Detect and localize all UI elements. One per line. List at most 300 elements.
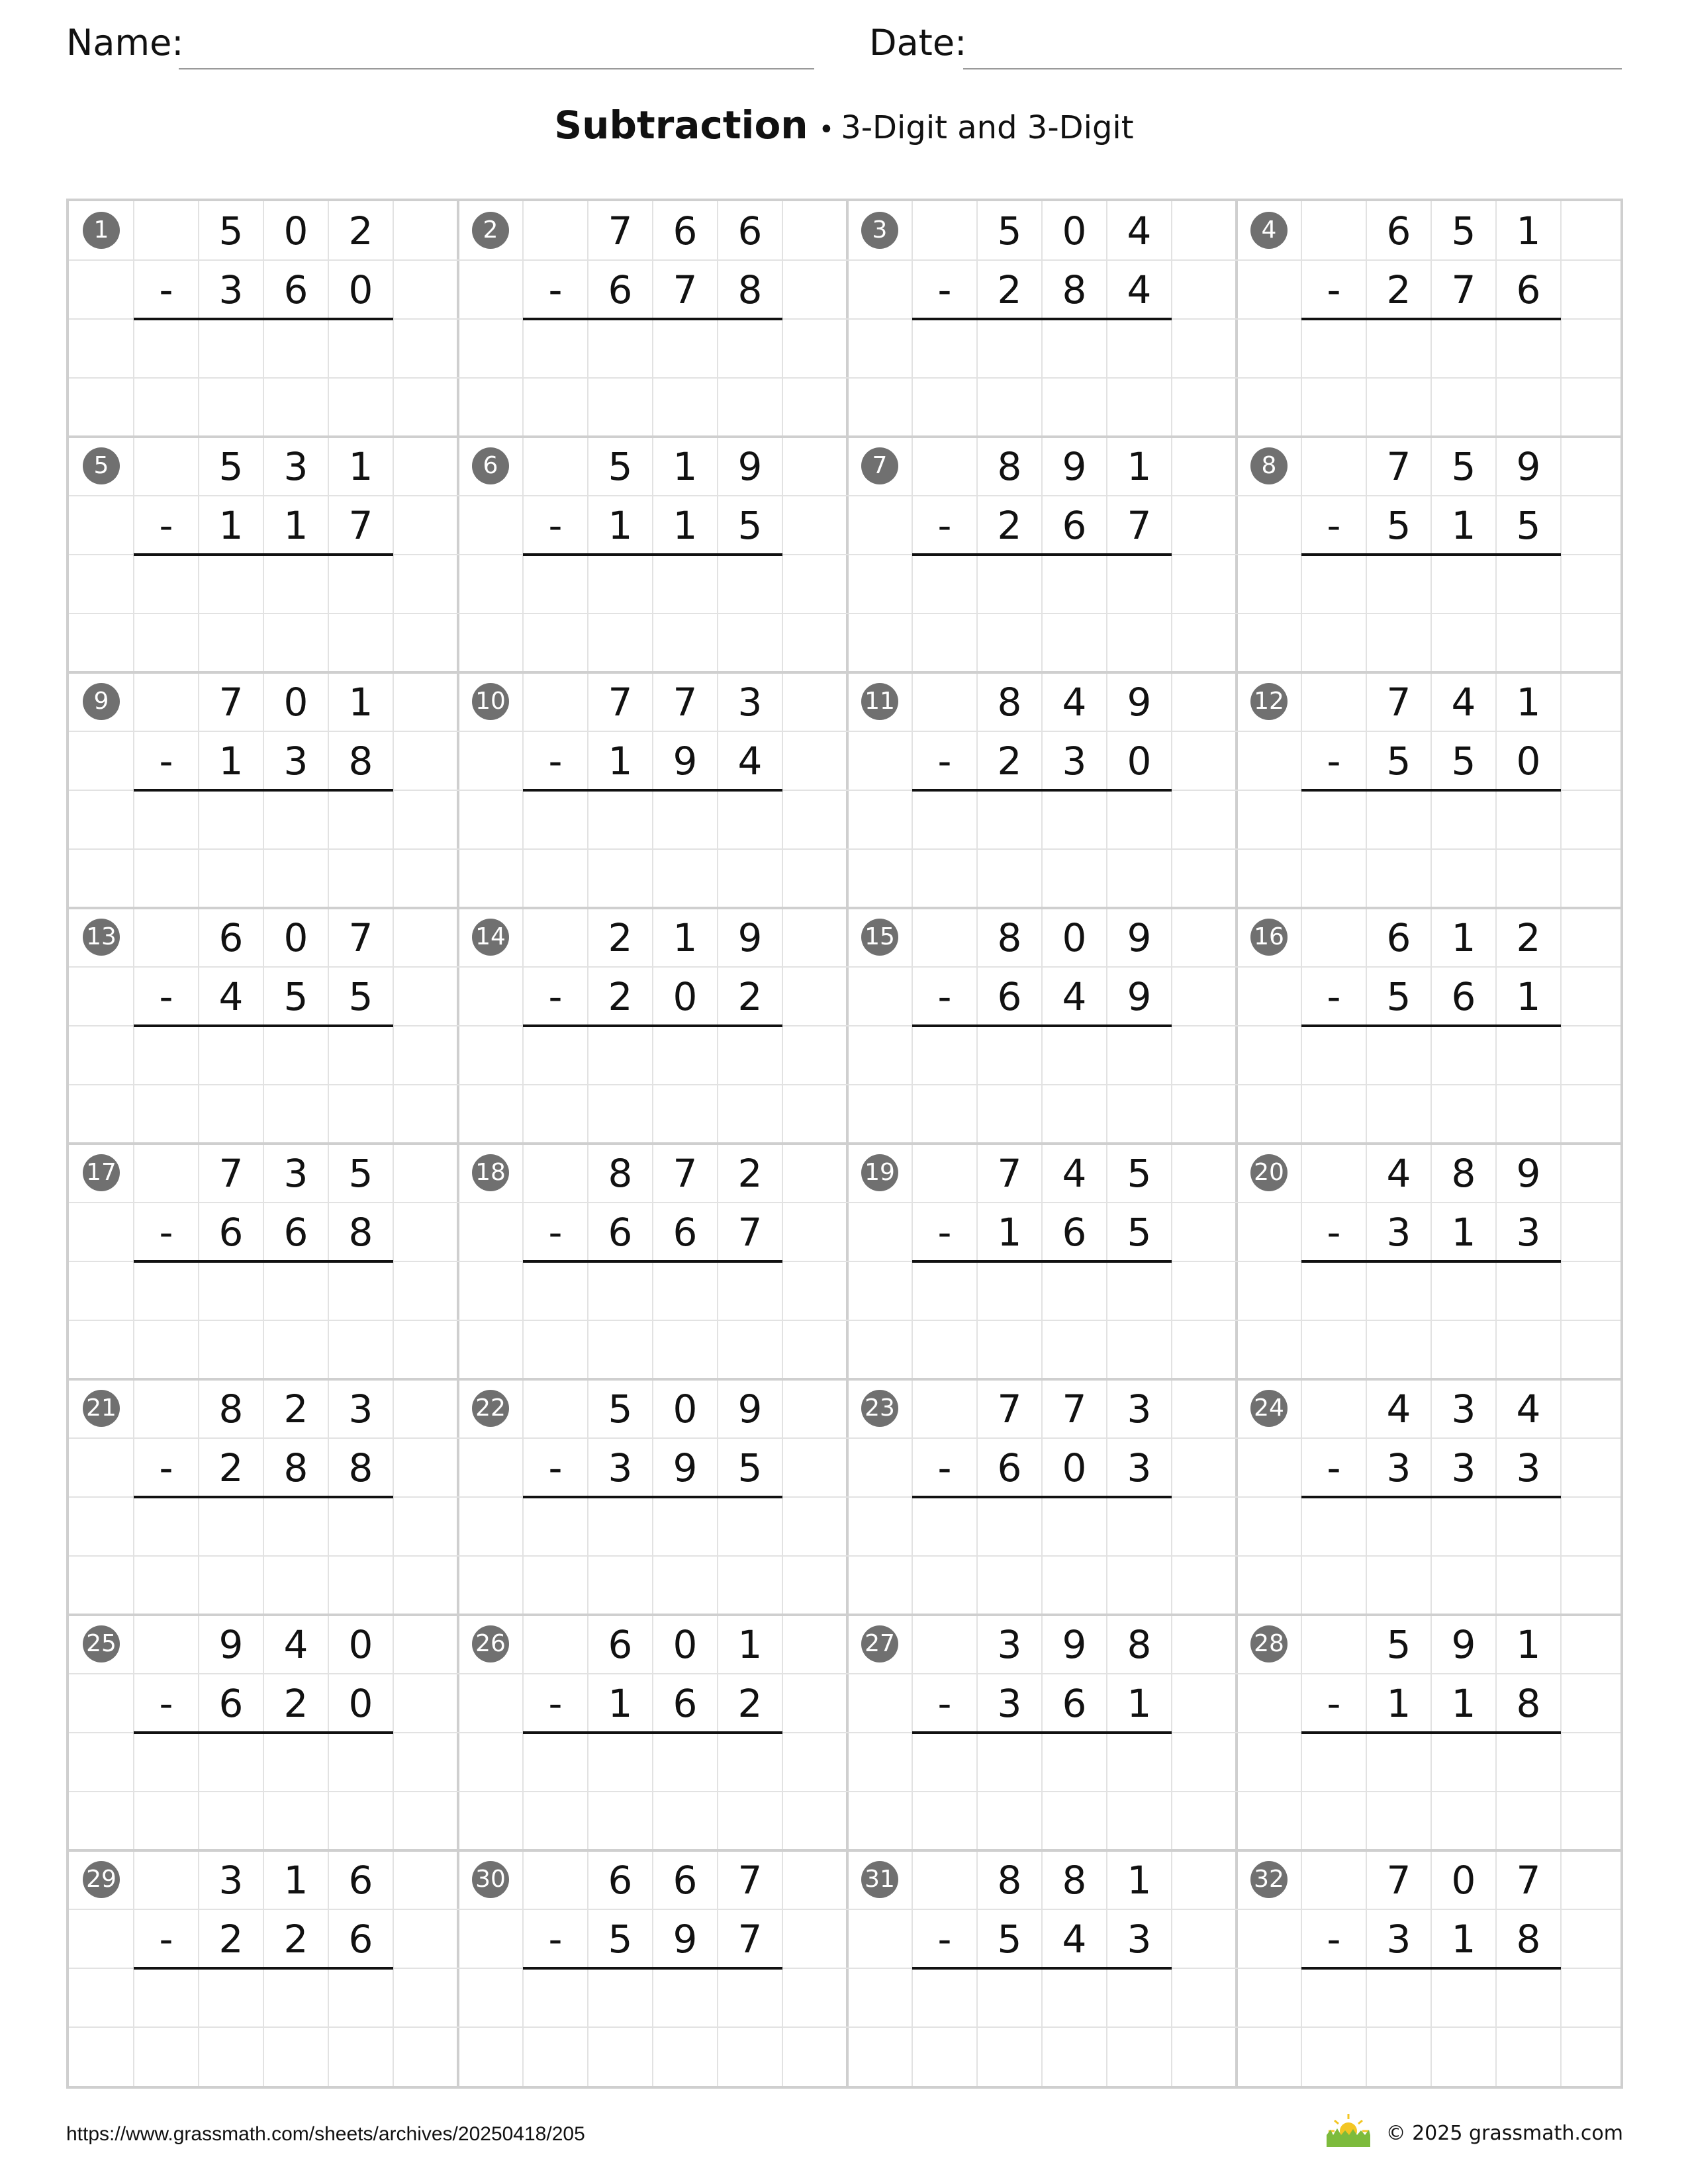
subtrahend-digit: 4 [1062, 1916, 1087, 1962]
answer-cell[interactable] [1496, 1968, 1561, 2027]
answer-cell[interactable] [653, 1733, 718, 1792]
minuend-digit: 5 [218, 208, 244, 253]
subtrahend-digit: 8 [283, 1445, 308, 1490]
answer-cell[interactable] [1431, 1261, 1496, 1320]
answer-cell[interactable] [263, 1733, 328, 1792]
subtrahend-digit: 3 [1516, 1209, 1541, 1255]
minuend-digit: 7 [218, 1150, 244, 1196]
answer-cell[interactable] [199, 1733, 263, 1792]
problem-number-badge: 7 [861, 447, 898, 484]
subtrahend-digit: 1 [283, 502, 308, 548]
minuend-digit: 1 [1451, 915, 1476, 960]
minuend-digit: 1 [1516, 679, 1541, 725]
subtrahend-digit: 1 [1451, 1209, 1476, 1255]
answer-cell[interactable] [1107, 1497, 1172, 1556]
problem-number-badge: 10 [472, 683, 509, 720]
subtrahend-digit: 1 [673, 502, 698, 548]
problem-number-badge: 23 [861, 1390, 898, 1427]
subtrahend-digit: 2 [737, 1680, 763, 1726]
problem-number-badge: 18 [472, 1154, 509, 1191]
answer-cell[interactable] [1366, 1261, 1431, 1320]
minuend-digit: 9 [1451, 1621, 1476, 1667]
minuend-digit: 4 [1386, 1386, 1411, 1432]
minuend-digit: 2 [283, 1386, 308, 1432]
answer-cell[interactable] [199, 790, 263, 849]
minuend-digit: 5 [608, 1386, 633, 1432]
minuend-digit: 9 [1127, 679, 1152, 725]
subtrahend-digit: 8 [1062, 267, 1087, 312]
minuend-digit: 6 [608, 1857, 633, 1903]
answer-cell[interactable] [653, 790, 718, 849]
problem-number-badge: 16 [1250, 919, 1288, 956]
minus-sign: - [548, 1916, 563, 1962]
answer-cell[interactable] [1107, 319, 1172, 378]
date-label: Date: [869, 22, 967, 64]
minus-sign: - [937, 974, 952, 1019]
problem-number-badge: 25 [83, 1625, 120, 1662]
problem-number-badge: 21 [83, 1390, 120, 1427]
subtrahend-digit: 6 [283, 267, 308, 312]
minuend-digit: 5 [218, 443, 244, 489]
subtrahend-digit: 8 [737, 267, 763, 312]
minuend-digit: 8 [1451, 1150, 1476, 1196]
answer-cell[interactable] [977, 555, 1042, 614]
answer-cell[interactable] [199, 1497, 263, 1556]
subtrahend-digit: 1 [1516, 974, 1541, 1019]
problem-number-badge: 14 [472, 919, 509, 956]
answer-cell[interactable] [1042, 1733, 1107, 1792]
answer-cell[interactable] [653, 1026, 718, 1085]
answer-cell[interactable] [1107, 555, 1172, 614]
subtrahend-digit: 8 [1516, 1680, 1541, 1726]
answer-cell[interactable] [1042, 790, 1107, 849]
answer-cell[interactable] [1366, 1497, 1431, 1556]
answer-cell[interactable] [1431, 319, 1496, 378]
answer-cell[interactable] [1042, 1497, 1107, 1556]
subtrahend-digit: 0 [1516, 738, 1541, 784]
subtrahend-digit: 6 [1516, 267, 1541, 312]
answer-cell[interactable] [1431, 790, 1496, 849]
answer-cell[interactable] [1107, 1968, 1172, 2027]
minuend-digit: 5 [1386, 1621, 1411, 1667]
answer-cell[interactable] [588, 1261, 653, 1320]
subtrahend-digit: 0 [1127, 738, 1152, 784]
minuend-digit: 5 [1451, 443, 1476, 489]
problem-number-badge: 28 [1250, 1625, 1288, 1662]
minuend-digit: 1 [673, 915, 698, 960]
subtrahend-digit: 6 [673, 1680, 698, 1726]
minus-sign: - [1327, 1445, 1341, 1490]
answer-cell[interactable] [977, 1733, 1042, 1792]
answer-cell[interactable] [718, 1733, 782, 1792]
subtrahend-digit: 4 [1127, 267, 1152, 312]
subtrahend-digit: 3 [218, 267, 244, 312]
minuend-digit: 9 [1127, 915, 1152, 960]
answer-cell[interactable] [328, 319, 393, 378]
subtrahend-digit: 7 [673, 267, 698, 312]
subtrahend-digit: 0 [348, 1680, 373, 1726]
answer-cell[interactable] [199, 1026, 263, 1085]
minuend-digit: 4 [1062, 1150, 1087, 1196]
answer-cell[interactable] [588, 319, 653, 378]
minus-sign: - [937, 502, 952, 548]
footer-copyright: © 2025 grassmath.com [1385, 2122, 1623, 2145]
minus-sign: - [937, 1209, 952, 1255]
subtrahend-digit: 3 [1451, 1445, 1476, 1490]
problem-grid [66, 199, 1623, 2089]
answer-cell[interactable] [1366, 790, 1431, 849]
problem-number-badge: 6 [472, 447, 509, 484]
problem-number-badge: 29 [83, 1861, 120, 1898]
minuend-digit: 0 [283, 915, 308, 960]
subtrahend-digit: 5 [1127, 1209, 1152, 1255]
answer-cell[interactable] [977, 1968, 1042, 2027]
problem-number-badge: 19 [861, 1154, 898, 1191]
minuend-digit: 6 [737, 208, 763, 253]
subtrahend-digit: 2 [283, 1680, 308, 1726]
problem-number-badge: 8 [1250, 447, 1288, 484]
minus-sign: - [159, 267, 173, 312]
answer-cell[interactable] [1042, 555, 1107, 614]
answer-cell[interactable] [328, 1497, 393, 1556]
subtrahend-digit: 8 [348, 738, 373, 784]
minuend-digit: 6 [673, 1857, 698, 1903]
answer-cell[interactable] [653, 555, 718, 614]
minuend-digit: 0 [348, 1621, 373, 1667]
answer-cell[interactable] [977, 1261, 1042, 1320]
problem-number-badge: 24 [1250, 1390, 1288, 1427]
minus-sign: - [937, 1916, 952, 1962]
subtrahend-digit: 6 [673, 1209, 698, 1255]
answer-cell[interactable] [588, 790, 653, 849]
answer-cell[interactable] [718, 1968, 782, 2027]
minuend-digit: 3 [218, 1857, 244, 1903]
answer-cell[interactable] [588, 1497, 653, 1556]
subtrahend-digit: 6 [218, 1680, 244, 1726]
answer-cell[interactable] [1042, 1261, 1107, 1320]
title-main: Subtraction [554, 103, 808, 148]
answer-cell[interactable] [718, 319, 782, 378]
answer-cell[interactable] [1366, 1968, 1431, 2027]
subtrahend-digit: 8 [1516, 1916, 1541, 1962]
subtrahend-digit: 5 [348, 974, 373, 1019]
minuend-digit: 1 [737, 1621, 763, 1667]
subtrahend-digit: 5 [997, 1916, 1022, 1962]
subtrahend-digit: 9 [673, 1916, 698, 1962]
minuend-digit: 5 [997, 208, 1022, 253]
minuend-digit: 0 [1451, 1857, 1476, 1903]
answer-cell[interactable] [1042, 1026, 1107, 1085]
minuend-digit: 8 [608, 1150, 633, 1196]
subtrahend-digit: 6 [218, 1209, 244, 1255]
minuend-digit: 9 [737, 443, 763, 489]
minuend-digit: 4 [1451, 679, 1476, 725]
minuend-digit: 8 [997, 915, 1022, 960]
answer-cell[interactable] [263, 1968, 328, 2027]
answer-cell[interactable] [1042, 319, 1107, 378]
answer-cell[interactable] [718, 1026, 782, 1085]
answer-cell[interactable] [199, 1261, 263, 1320]
answer-cell[interactable] [977, 790, 1042, 849]
minuend-digit: 3 [283, 443, 308, 489]
subtrahend-digit: 0 [348, 267, 373, 312]
minuend-digit: 0 [673, 1621, 698, 1667]
subtrahend-digit: 1 [1451, 502, 1476, 548]
answer-cell[interactable] [718, 1261, 782, 1320]
answer-cell[interactable] [328, 1733, 393, 1792]
subtrahend-digit: 2 [608, 974, 633, 1019]
answer-cell[interactable] [588, 1733, 653, 1792]
subtrahend-digit: 3 [1127, 1445, 1152, 1490]
minuend-digit: 3 [1127, 1386, 1152, 1432]
answer-cell[interactable] [1496, 1497, 1561, 1556]
minuend-digit: 2 [608, 915, 633, 960]
minuend-digit: 7 [348, 915, 373, 960]
answer-cell[interactable] [328, 1026, 393, 1085]
answer-cell[interactable] [1366, 1733, 1431, 1792]
problem-number-badge: 9 [83, 683, 120, 720]
problem-number-badge: 17 [83, 1154, 120, 1191]
minuend-digit: 5 [1451, 208, 1476, 253]
answer-cell[interactable] [1496, 555, 1561, 614]
answer-cell[interactable] [328, 555, 393, 614]
answer-cell[interactable] [328, 1968, 393, 2027]
answer-cell[interactable] [653, 1497, 718, 1556]
minuend-digit: 3 [348, 1386, 373, 1432]
problem-number-badge: 32 [1250, 1861, 1288, 1898]
minuend-digit: 1 [1127, 443, 1152, 489]
answer-cell[interactable] [263, 1026, 328, 1085]
answer-cell[interactable] [1496, 1261, 1561, 1320]
subtrahend-digit: 5 [1386, 502, 1411, 548]
answer-cell[interactable] [1366, 1026, 1431, 1085]
answer-cell[interactable] [1431, 1497, 1496, 1556]
answer-cell[interactable] [718, 790, 782, 849]
grass-sun-logo-icon [1325, 2111, 1372, 2148]
answer-cell[interactable] [1496, 319, 1561, 378]
minus-sign: - [1327, 738, 1341, 784]
answer-cell[interactable] [977, 1026, 1042, 1085]
answer-cell[interactable] [653, 319, 718, 378]
date-field[interactable] [963, 68, 1622, 69]
subtrahend-digit: 4 [218, 974, 244, 1019]
answer-cell[interactable] [588, 1026, 653, 1085]
name-field[interactable] [179, 68, 814, 69]
answer-cell[interactable] [588, 555, 653, 614]
minuend-digit: 7 [218, 679, 244, 725]
minuend-digit: 7 [608, 208, 633, 253]
minuend-digit: 7 [737, 1857, 763, 1903]
answer-cell[interactable] [263, 555, 328, 614]
minuend-digit: 2 [737, 1150, 763, 1196]
minuend-digit: 9 [1062, 443, 1087, 489]
subtrahend-digit: 1 [218, 738, 244, 784]
subtrahend-digit: 9 [673, 738, 698, 784]
minuend-digit: 9 [218, 1621, 244, 1667]
minus-sign: - [1327, 1916, 1341, 1962]
subtrahend-digit: 6 [1062, 1680, 1087, 1726]
problem-number-badge: 15 [861, 919, 898, 956]
minus-sign: - [937, 1445, 952, 1490]
answer-cell[interactable] [1431, 1733, 1496, 1792]
answer-cell[interactable] [199, 555, 263, 614]
minuend-digit: 2 [1516, 915, 1541, 960]
answer-cell[interactable] [718, 555, 782, 614]
subtrahend-digit: 1 [608, 1680, 633, 1726]
subtrahend-digit: 2 [1386, 267, 1411, 312]
minus-sign: - [159, 1680, 173, 1726]
minuend-digit: 6 [1386, 915, 1411, 960]
answer-cell[interactable] [1366, 555, 1431, 614]
subtrahend-digit: 5 [1451, 738, 1476, 784]
minuend-digit: 6 [218, 915, 244, 960]
answer-cell[interactable] [1042, 1968, 1107, 2027]
subtrahend-digit: 1 [1386, 1680, 1411, 1726]
problem-number-badge: 2 [472, 212, 509, 249]
answer-cell[interactable] [1431, 1026, 1496, 1085]
subtrahend-digit: 6 [348, 1916, 373, 1962]
minuend-digit: 0 [673, 1386, 698, 1432]
worksheet-title [0, 103, 1688, 148]
problem-number-badge: 5 [83, 447, 120, 484]
subtrahend-digit: 5 [737, 502, 763, 548]
answer-cell[interactable] [1431, 555, 1496, 614]
subtrahend-digit: 5 [1386, 738, 1411, 784]
minuend-digit: 9 [1062, 1621, 1087, 1667]
problem-number-badge: 20 [1250, 1154, 1288, 1191]
minuend-digit: 3 [283, 1150, 308, 1196]
minus-sign: - [159, 1445, 173, 1490]
subtrahend-digit: 7 [348, 502, 373, 548]
answer-cell[interactable] [263, 319, 328, 378]
minuend-digit: 3 [997, 1621, 1022, 1667]
answer-cell[interactable] [1496, 1733, 1561, 1792]
answer-cell[interactable] [199, 1968, 263, 2027]
answer-cell[interactable] [588, 1968, 653, 2027]
answer-cell[interactable] [199, 319, 263, 378]
subtrahend-digit: 6 [1451, 974, 1476, 1019]
answer-cell[interactable] [1107, 1733, 1172, 1792]
minuend-digit: 7 [1386, 679, 1411, 725]
problem-number-badge: 27 [861, 1625, 898, 1662]
answer-cell[interactable] [977, 1497, 1042, 1556]
minuend-digit: 7 [1062, 1386, 1087, 1432]
subtrahend-digit: 4 [1062, 974, 1087, 1019]
minuend-digit: 0 [1062, 915, 1087, 960]
minuend-digit: 8 [218, 1386, 244, 1432]
subtrahend-digit: 2 [283, 1916, 308, 1962]
subtrahend-digit: 7 [1127, 502, 1152, 548]
subtrahend-digit: 1 [1127, 1680, 1152, 1726]
subtrahend-digit: 3 [1386, 1916, 1411, 1962]
problem-number-badge: 4 [1250, 212, 1288, 249]
answer-cell[interactable] [1431, 1968, 1496, 2027]
answer-cell[interactable] [1496, 790, 1561, 849]
subtrahend-digit: 3 [608, 1445, 633, 1490]
minuend-digit: 4 [1062, 679, 1087, 725]
title-subtitle: 3-Digit and 3-Digit [841, 109, 1134, 146]
minus-sign: - [1327, 974, 1341, 1019]
minuend-digit: 6 [348, 1857, 373, 1903]
minus-sign: - [159, 974, 173, 1019]
answer-cell[interactable] [1107, 1026, 1172, 1085]
minuend-digit: 6 [1386, 208, 1411, 253]
minus-sign: - [1327, 1680, 1341, 1726]
subtrahend-digit: 2 [997, 267, 1022, 312]
problem-number-badge: 31 [861, 1861, 898, 1898]
answer-cell[interactable] [718, 1497, 782, 1556]
answer-cell[interactable] [1496, 1026, 1561, 1085]
minus-sign: - [548, 267, 563, 312]
subtrahend-digit: 1 [1451, 1680, 1476, 1726]
answer-cell[interactable] [1107, 1261, 1172, 1320]
subtrahend-digit: 6 [997, 1445, 1022, 1490]
minuend-digit: 7 [673, 679, 698, 725]
subtrahend-digit: 9 [673, 1445, 698, 1490]
answer-cell[interactable] [328, 1261, 393, 1320]
subtrahend-digit: 3 [1386, 1209, 1411, 1255]
title-separator: • [818, 114, 835, 145]
subtrahend-digit: 3 [1516, 1445, 1541, 1490]
answer-cell[interactable] [263, 1497, 328, 1556]
answer-cell[interactable] [1366, 319, 1431, 378]
minuend-digit: 7 [1386, 443, 1411, 489]
minuend-digit: 9 [1516, 1150, 1541, 1196]
answer-cell[interactable] [328, 790, 393, 849]
answer-cell[interactable] [977, 319, 1042, 378]
subtrahend-digit: 2 [997, 502, 1022, 548]
problem-number-badge: 26 [472, 1625, 509, 1662]
minus-sign: - [937, 1680, 952, 1726]
minus-sign: - [159, 738, 173, 784]
subtrahend-digit: 6 [997, 974, 1022, 1019]
problem-number-badge: 3 [861, 212, 898, 249]
subtrahend-digit: 5 [608, 1916, 633, 1962]
subtrahend-digit: 2 [997, 738, 1022, 784]
minuend-digit: 8 [1062, 1857, 1087, 1903]
answer-cell[interactable] [653, 1261, 718, 1320]
subtrahend-digit: 8 [348, 1209, 373, 1255]
subtrahend-digit: 0 [673, 974, 698, 1019]
minus-sign: - [159, 1209, 173, 1255]
minuend-digit: 1 [348, 679, 373, 725]
subtrahend-digit: 6 [1062, 502, 1087, 548]
subtrahend-digit: 6 [283, 1209, 308, 1255]
minus-sign: - [159, 1916, 173, 1962]
subtrahend-digit: 2 [218, 1445, 244, 1490]
minus-sign: - [548, 1209, 563, 1255]
answer-cell[interactable] [1107, 790, 1172, 849]
minuend-digit: 0 [283, 679, 308, 725]
subtrahend-digit: 1 [608, 502, 633, 548]
answer-cell[interactable] [653, 1968, 718, 2027]
minus-sign: - [159, 502, 173, 548]
minuend-digit: 1 [348, 443, 373, 489]
minuend-digit: 8 [997, 443, 1022, 489]
minuend-digit: 0 [1062, 208, 1087, 253]
minus-sign: - [548, 502, 563, 548]
minuend-digit: 9 [737, 915, 763, 960]
answer-cell[interactable] [263, 790, 328, 849]
subtrahend-digit: 2 [737, 974, 763, 1019]
subtrahend-digit: 1 [218, 502, 244, 548]
problem-number-badge: 12 [1250, 683, 1288, 720]
minuend-digit: 7 [997, 1150, 1022, 1196]
answer-cell[interactable] [263, 1261, 328, 1320]
minuend-digit: 9 [1516, 443, 1541, 489]
subtrahend-digit: 3 [1127, 1916, 1152, 1962]
minuend-digit: 1 [1127, 1857, 1152, 1903]
